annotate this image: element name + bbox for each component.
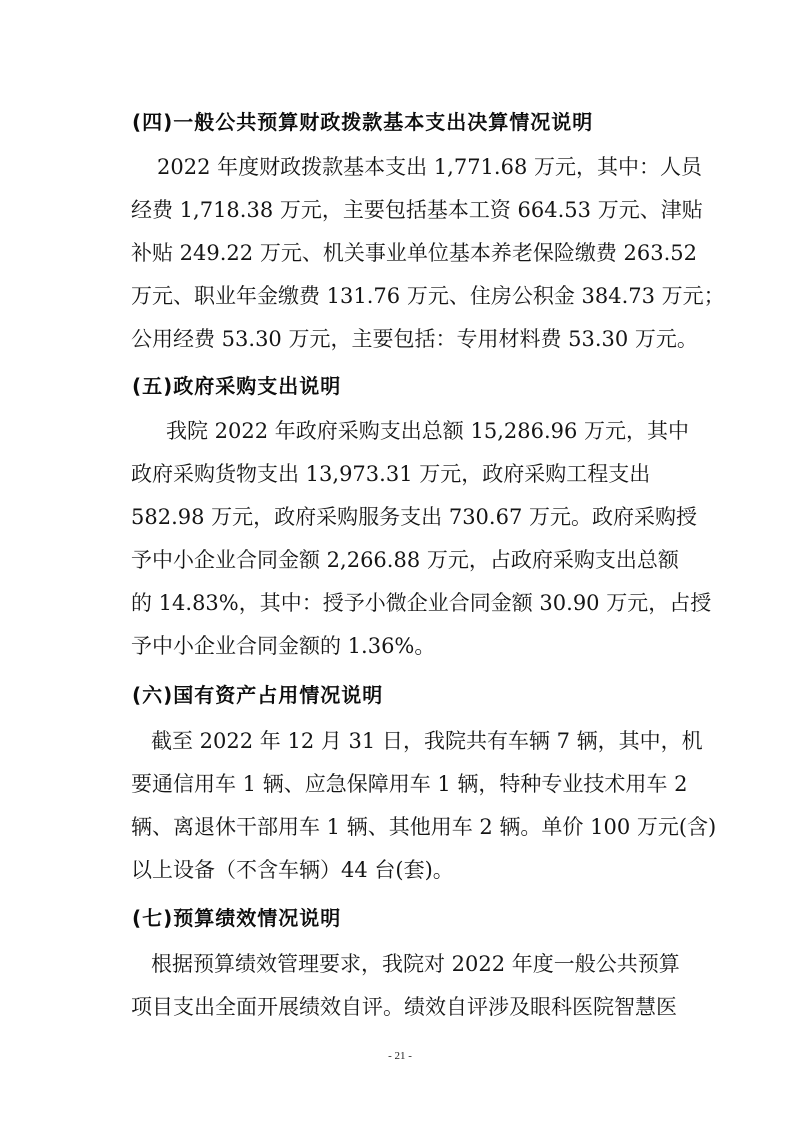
paragraph-line: 政府采购货物支出 13,973.31 万元，政府采购工程支出 xyxy=(131,462,651,486)
paragraph-line: 经费 1,718.38 万元，主要包括基本工资 664.53 万元、津贴 xyxy=(131,198,703,222)
paragraph-line: 辆、离退休干部用车 1 辆、其他用车 2 辆。单价 100 万元(含) xyxy=(131,815,717,839)
paragraph-line: 予中小企业合同金额的 1.36%。 xyxy=(131,634,436,658)
section-heading-4: (四)一般公共预算财政拨款基本支出决算情况说明 xyxy=(132,110,594,134)
paragraph-line: 公用经费 53.30 万元，主要包括：专用材料费 53.30 万元。 xyxy=(131,327,698,351)
paragraph-line: 项目支出全面开展绩效自评。绩效自评涉及眼科医院智慧医 xyxy=(131,995,677,1019)
section-heading-7: (七)预算绩效情况说明 xyxy=(132,906,342,930)
paragraph-line: 582.98 万元，政府采购服务支出 730.67 万元。政府采购授 xyxy=(131,505,697,529)
paragraph-line: 我院 2022 年政府采购支出总额 15,286.96 万元，其中 xyxy=(166,419,690,443)
paragraph-line: 截至 2022 年 12 月 31 日，我院共有车辆 7 辆，其中，机 xyxy=(151,729,703,753)
section-heading-6: (六)国有资产占用情况说明 xyxy=(132,683,384,707)
paragraph-line: 以上设备（不含车辆）44 台(套)。 xyxy=(131,858,454,882)
paragraph-line: 补贴 249.22 万元、机关事业单位基本养老保险缴费 263.52 xyxy=(131,241,697,265)
paragraph-line: 的 14.83%，其中：授予小微企业合同金额 30.90 万元，占授 xyxy=(131,591,712,615)
paragraph-line: 要通信用车 1 辆、应急保障用车 1 辆，特种专业技术用车 2 xyxy=(131,772,688,796)
section-heading-5: (五)政府采购支出说明 xyxy=(132,374,342,398)
page-number: - 21 - xyxy=(388,1050,412,1062)
paragraph-line: 万元、职业年金缴费 131.76 万元、住房公积金 384.73 万元； xyxy=(131,284,725,308)
paragraph-line: 根据预算绩效管理要求，我院对 2022 年度一般公共预算 xyxy=(151,952,680,976)
paragraph-line: 予中小企业合同金额 2,266.88 万元，占政府采购支出总额 xyxy=(131,548,679,572)
paragraph-line: 2022 年度财政拨款基本支出 1,771.68 万元，其中：人员 xyxy=(157,155,702,179)
